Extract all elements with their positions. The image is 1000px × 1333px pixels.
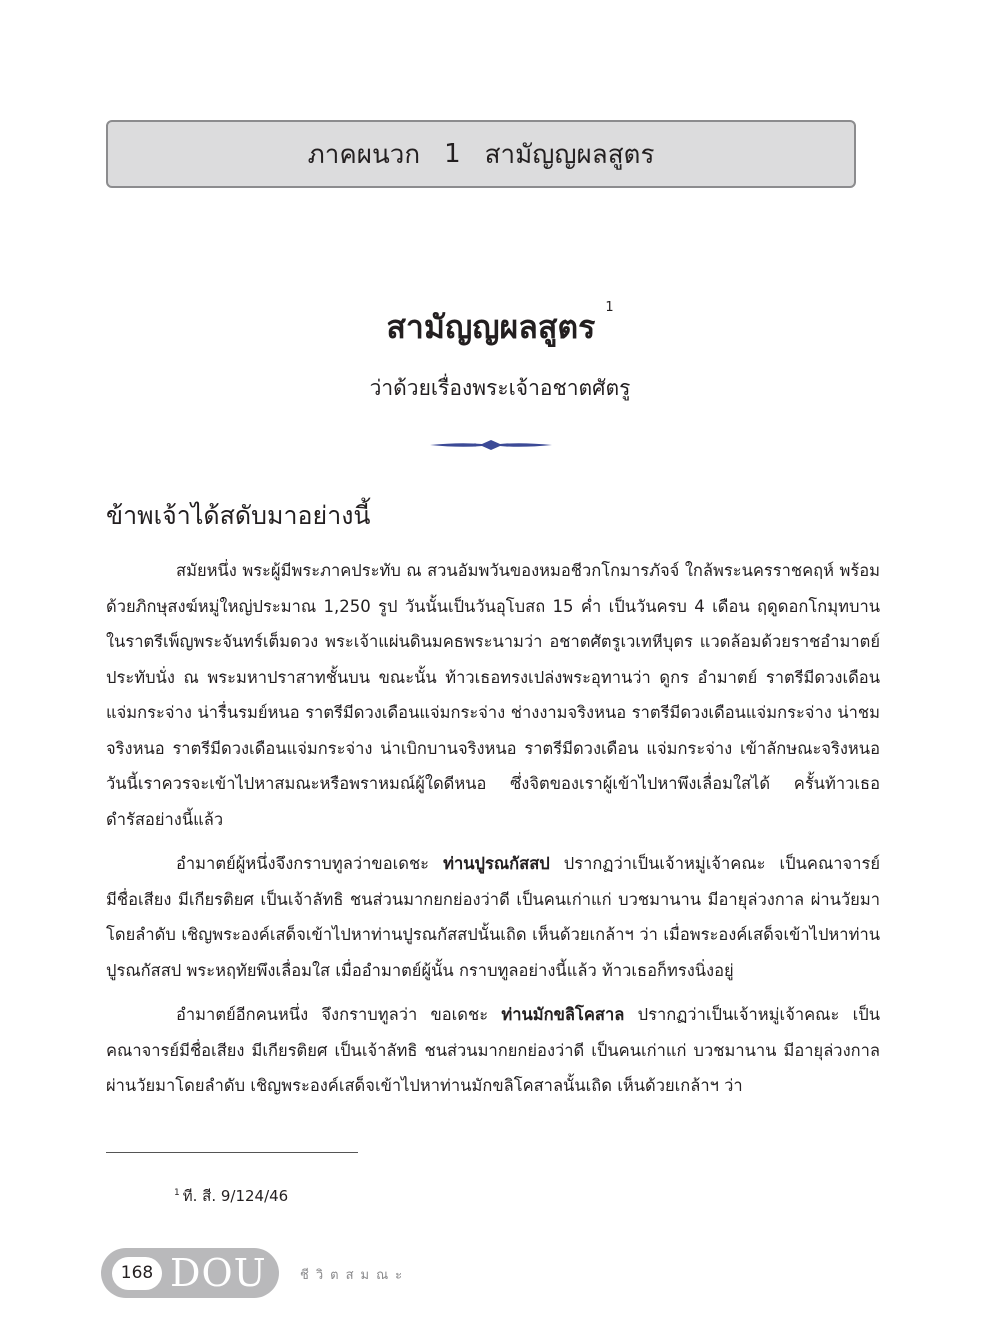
name-makkhali-gosala: ท่านมักขลิโคสาล [501, 1005, 625, 1024]
sutta-title [0, 302, 1000, 353]
sutta-title-text: สามัญญผลสูตร [386, 308, 596, 346]
footnote [174, 1184, 288, 1208]
paragraph-2 [106, 846, 880, 988]
footnote-text: ที. สี. 9/124/46 [182, 1187, 289, 1205]
paragraph-2-start: อำมาตย์ผู้หนึ่งจึงกราบทูลว่าขอเดชะ [176, 854, 444, 873]
footnote-marker: 1 [174, 1188, 180, 1198]
appendix-label: ภาคผนวก [307, 139, 421, 170]
paragraph-3-rest: ปรากฏว่าเป็นเจ้าหมู่เจ้าคณะ เป็นคณาจารย์มีชื่อเสียง มีเกียรติยศ เป็นเจ้าลัทธิ ชนส่วนมากยกย่องว่าดี เป็นคนเก่าแก่ บวชมานาน มีอายุล่วงกาล ผ่านวัยมาโดยลำดับ เชิญพระองค์เสด็จเข้าไปหาท่านมักขลิโคสาลนั้นเถิด เห็นด้วยเกล้าฯ ว่า [106, 1005, 880, 1095]
paragraph-3 [106, 997, 880, 1104]
title-footnote-ref[interactable]: 1 [605, 300, 614, 315]
footer-caption: ชีวิตสมณะ [300, 1268, 410, 1283]
paragraph-2-rest: ปรากฏว่าเป็นเจ้าหมู่เจ้าคณะ เป็นคณาจารย์มีชื่อเสียง มีเกียรติยศ เป็นเจ้าลัทธิ ชนส่วนมากยกย่องว่าดี เป็นคนเก่าแก่ บวชมานาน มีอายุล่วงกาล ผ่านวัยมาโดยลำดับ เชิญพระองค์เสด็จเข้าไปหาท่านปูรณกัสสปนั้นเถิด เห็นด้วยเกล้าฯ ว่า เมื่อพระองค์เสด็จเข้าไปหาท่านปูรณกัสสป พระหฤทัยพึงเลื่อมใส เมื่ออำมาตย์ผู้นั้น กราบทูลอย่างนี้แล้ว ท้าวเธอก็ทรงนิ่งอยู่ [106, 854, 881, 980]
appendix-title: สามัญญผลสูตร [484, 139, 655, 170]
section-heading: ข้าพเจ้าได้สดับมาอย่างนี้ [106, 501, 371, 530]
appendix-number: 1 [444, 139, 461, 169]
footnote-divider [106, 1152, 358, 1153]
page-number: 168 [112, 1257, 162, 1290]
body-text [106, 553, 880, 1113]
paragraph-1: สมัยหนึ่ง พระผู้มีพระภาคประทับ ณ สวนอัมพวันของหมอชีวกโกมารภัจจ์ ใกล้พระนครราชคฤห์ พร้อมด้วยภิกษุสงฆ์หมู่ใหญ่ประมาณ 1,250 รูป วันนั้นเป็นวันอุโบสถ 15 ค่ำ เป็นวันครบ 4 เดือน ฤดูดอกโกมุทบาน ในราตรีเพ็ญพระจันทร์เต็มดวง พระเจ้าแผ่นดินมคธพระนามว่า อชาตศัตรูเวเทหีบุตร แวดล้อมด้วยราชอำมาตย์ประทับนั่ง ณ พระมหาปราสาทชั้นบน ขณะนั้น ท้าวเธอทรงเปล่งพระอุทานว่า ดูกร อำมาตย์ ราตรีมีดวงเดือนแจ่มกระจ่าง น่ารื่นรมย์หนอ ราตรีมีดวงเดือนแจ่มกระจ่าง ช่างงามจริงหนอ ราตรีมีดวงเดือนแจ่มกระจ่าง น่าชมจริงหนอ ราตรีมีดวงเดือนแจ่มกระจ่าง น่าเบิกบานจริงหนอ ราตรีมีดวงเดือน แจ่มกระจ่าง เข้าลักษณะจริงหนอ วันนี้เราควรจะเข้าไปหาสมณะหรือพราหมณ์ผู้ใดดีหนอ ซึ่งจิตของเราผู้เข้าไปหาพึงเลื่อมใสได้ ครั้นท้าวเธอดำรัสอย่างนี้แล้ว [106, 561, 880, 829]
appendix-header-box [106, 120, 856, 188]
paragraph-3-start: อำมาตย์อีกคนหนึ่ง จึงกราบทูลว่า ขอเดชะ [176, 1005, 502, 1024]
divider-ornament-icon [430, 436, 552, 454]
sutta-subtitle: ว่าด้วยเรื่องพระเจ้าอชาตศัตรู [369, 376, 631, 400]
brand-logo: DOU [170, 1251, 267, 1295]
name-purana-kassapa: ท่านปูรณกัสสป [443, 854, 550, 873]
